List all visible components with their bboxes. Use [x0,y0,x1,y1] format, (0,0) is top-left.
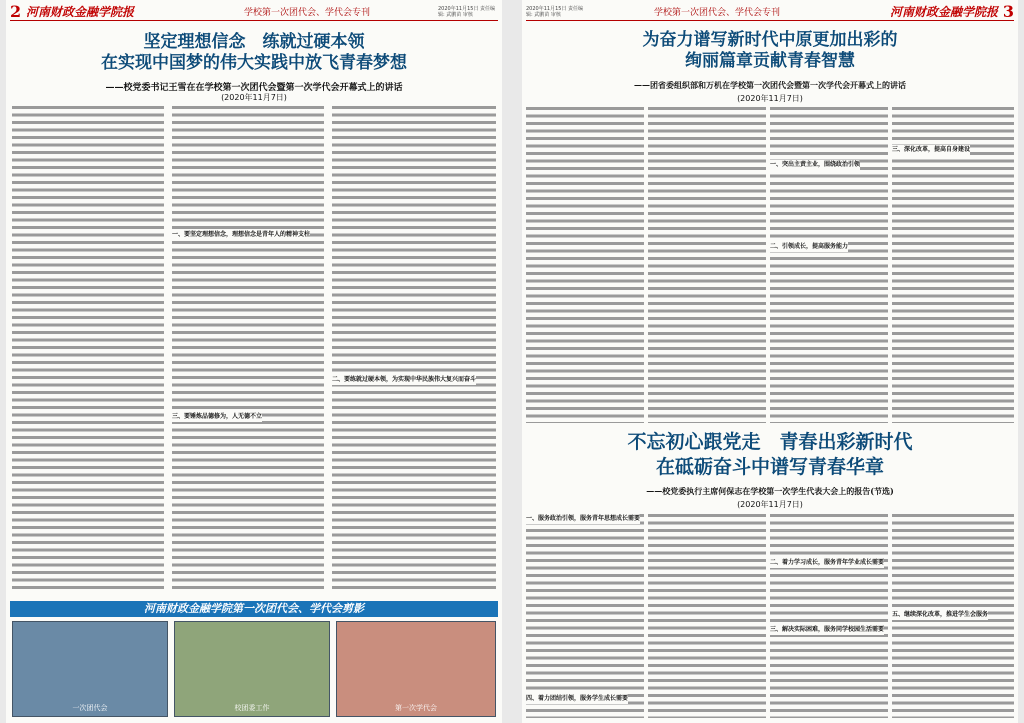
headline-line2: 绚丽篇章贡献青春智慧 [685,51,855,71]
section-heading: 一、服务政治引领，服务青年思想成长需要 [526,515,641,522]
body-column-1 [12,104,164,592]
header-topic: 学校第一次团代会、学代会专刊 [243,8,370,18]
page-number: 3 [1002,2,1014,21]
speech-date: (2020年11月7日) [221,93,287,102]
header-date: 2020年11月15日 责任编辑: 武鹏苗 审核 [526,5,584,18]
section-heading: 二、引领成长，提高服务能力 [770,243,849,250]
newspaper-page-left [6,0,502,723]
photo [12,621,168,717]
headline-line2: 在实现中国梦的伟大实践中放飞青春梦想 [101,53,407,73]
section-heading: 三、要锤炼品德修为，人无德不立 [172,413,263,420]
section-heading: 四、着力团结引领，服务学生成长需要 [526,695,629,702]
paper-name: 河南财政金融学院报 [889,5,998,19]
section-heading: 一、要坚定理想信念，理想信念是青年人的精神支柱 [172,231,311,238]
page-header [526,3,1014,21]
headline2-line1: 不忘初心跟党走 青春出彩新时代 [627,431,913,453]
page-number: 2 [10,2,22,21]
photo [174,621,330,717]
section-heading: 三、解决实际困难，服务同学校园生活需要 [770,626,885,633]
headline-line1: 为奋力谱写新时代中原更加出彩的 [642,30,898,50]
paper-name: 河南财政金融学院报 [26,5,135,19]
byline: ——团省委组织部和万机在学校第一次团代会暨第一次学代会开幕式上的讲话 [634,80,906,90]
photo [336,621,496,717]
headline2-line2: 在砥砺奋斗中谱写青春华章 [655,456,884,478]
section-heading: 二、要练就过硬本领，为实现中华民族伟大复兴而奋斗 [332,376,477,383]
photo-banner: 河南财政金融学院第一次团代会、学代会剪影 [10,601,498,617]
body-column-3 [770,512,888,718]
body-column-1 [526,105,644,423]
speech-date: (2020年11月7日) [737,94,803,103]
section-heading: 五、继续深化改革，推进学生会服务 [892,611,989,618]
body-column-3 [332,104,496,592]
header-topic: 学校第一次团代会、学代会专刊 [653,8,780,18]
photo-caption: 第一次学代会 [395,704,437,712]
newspaper-page-right [522,0,1018,723]
photo-caption: 校团委工作 [234,704,270,712]
body-column-2 [172,104,324,592]
speech-date2: (2020年11月7日) [737,500,803,509]
body-column-2 [648,512,766,718]
section-heading: 二、着力学习成长，服务青年学业成长需要 [770,559,885,566]
body-column-1 [526,512,644,718]
section-heading: 一、突出主责主业，围绕政治引领 [770,161,861,168]
header-date: 2020年11月15日 责任编辑: 武鹏苗 审核 [438,5,496,18]
photo-caption: 一次团代会 [72,704,108,712]
byline: ——校党委书记王雪在在学校第一次团代会暨第一次学代会开幕式上的讲话 [105,83,403,93]
headline-line1: 坚定理想信念 练就过硬本领 [143,32,365,52]
page-header [10,3,498,21]
body-column-3 [770,105,888,423]
body-column-2 [648,105,766,423]
byline2: ——校党委执行主席何保志在学校第一次学生代表大会上的报告(节选) [646,486,894,496]
section-heading: 三、深化改革，提高自身建设 [892,146,971,153]
